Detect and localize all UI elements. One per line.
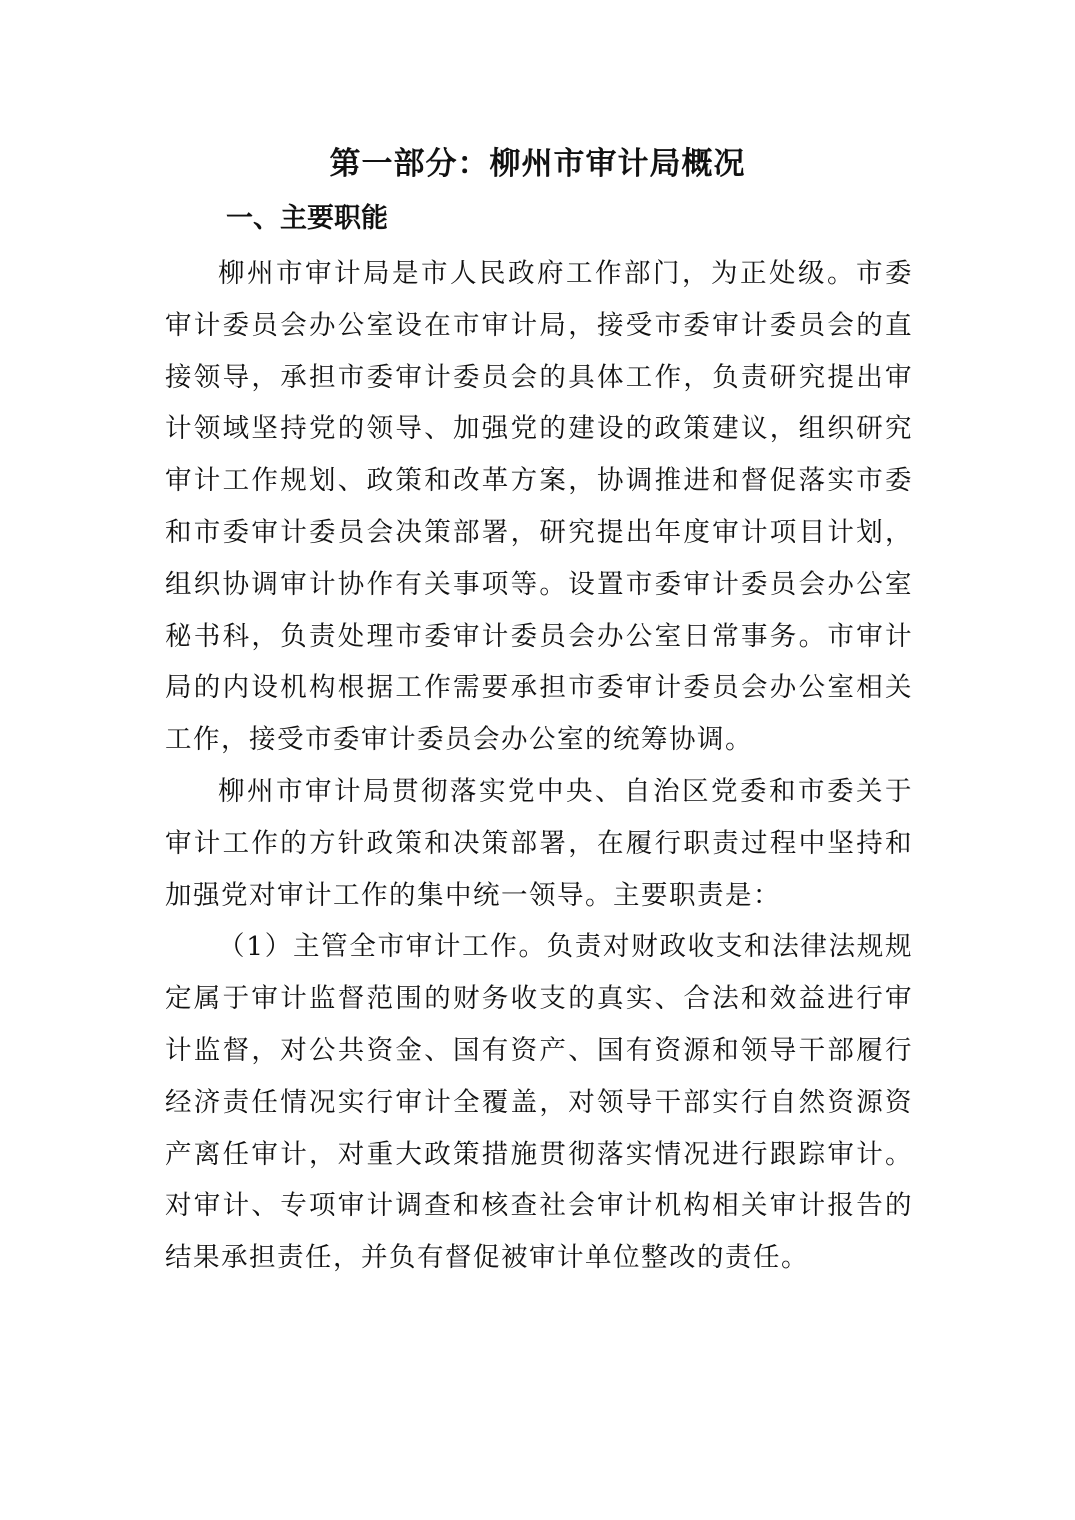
- paragraph: （1）主管全市审计工作。负责对财政收支和法律法规规定属于审计监督范围的财务收支的真实、合法和效益进行审计监督，对公共资金、国有资产、国有资源和领导干部履行经济责任情况实行审计全覆盖，对领导干部实行自然资源资产离任审计，对重大政策措施贯彻落实情况进行跟踪审计。对审计、专项审计调查和核查社会审计机构相关审计报告的结果承担责任，并负有督促被审计单位整改的责任。: [165, 931, 913, 1274]
- body-text: [165, 248, 913, 1284]
- paragraph: 柳州市审计局贯彻落实党中央、自治区党委和市委关于审计工作的方针政策和决策部署，在履行职责过程中坚持和加强党对审计工作的集中统一领导。主要职责是：: [165, 775, 913, 911]
- section-heading: 一、主要职能: [226, 203, 388, 234]
- paragraph: 柳州市审计局是市人民政府工作部门，为正处级。市委审计委员会办公室设在市审计局，接受市委审计委员会的直接领导，承担市委审计委员会的具体工作，负责研究提出审计领域坚持党的领导、加强党的建设的政策建议，组织研究审计工作规划、政策和改革方案，协调推进和督促落实市委和市委审计委员会决策部署，研究提出年度审计项目计划，组织协调审计协作有关事项等。设置市委审计委员会办公室秘书科，负责处理市委审计委员会办公室日常事务。市审计局的内设机构根据工作需要承担市委审计委员会办公室相关工作，接受市委审计委员会办公室的统筹协调。: [165, 258, 913, 756]
- page-title: 第一部分：柳州市审计局概况: [329, 146, 746, 182]
